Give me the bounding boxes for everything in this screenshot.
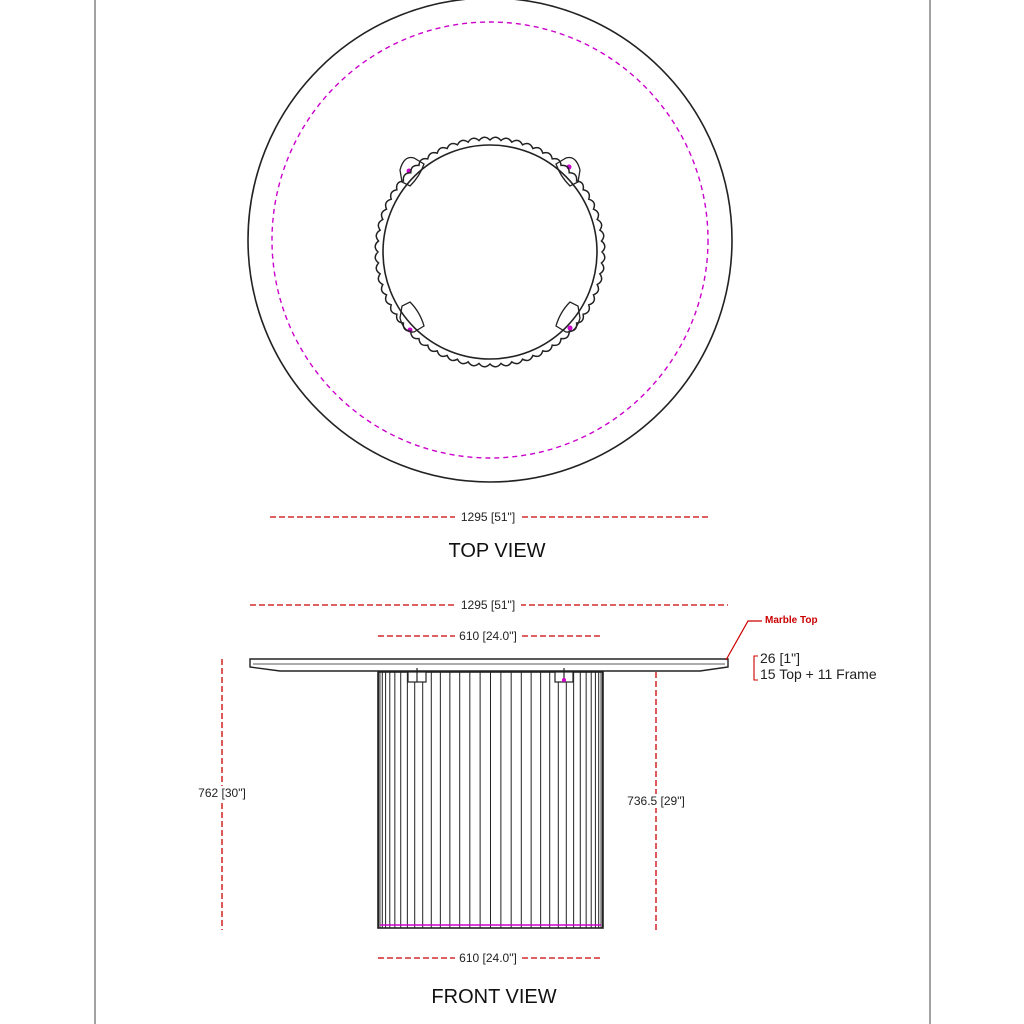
front-view xyxy=(193,597,877,1008)
tabletop-outline xyxy=(248,0,732,482)
top-view-width-label: 1295 [51"] xyxy=(460,510,516,524)
marble-top-leader xyxy=(726,621,762,660)
tabletop-hidden-edge xyxy=(272,22,708,458)
bolt-hole xyxy=(562,678,566,682)
front-total-height-label: 762 [30"] xyxy=(198,786,246,800)
bolt-hole xyxy=(568,326,573,331)
front-view-title: FRONT VIEW xyxy=(431,986,557,1008)
top-view xyxy=(248,0,732,562)
front-top-width-label: 1295 [51"] xyxy=(460,598,516,612)
front-base-top-label: 610 [24.0"] xyxy=(459,629,517,643)
thickness-dimension: 26 [1"] xyxy=(760,650,800,666)
marble-tabletop xyxy=(250,659,728,671)
marble-top-callout: Marble Top xyxy=(765,615,818,626)
thickness-bracket xyxy=(754,656,758,680)
front-base-height-label: 736.5 [29"] xyxy=(627,794,685,808)
front-base-bottom-label: 610 [24.0"] xyxy=(459,951,517,965)
thickness-note: 15 Top + 11 Frame xyxy=(760,666,877,682)
top-view-title: TOP VIEW xyxy=(448,540,546,562)
